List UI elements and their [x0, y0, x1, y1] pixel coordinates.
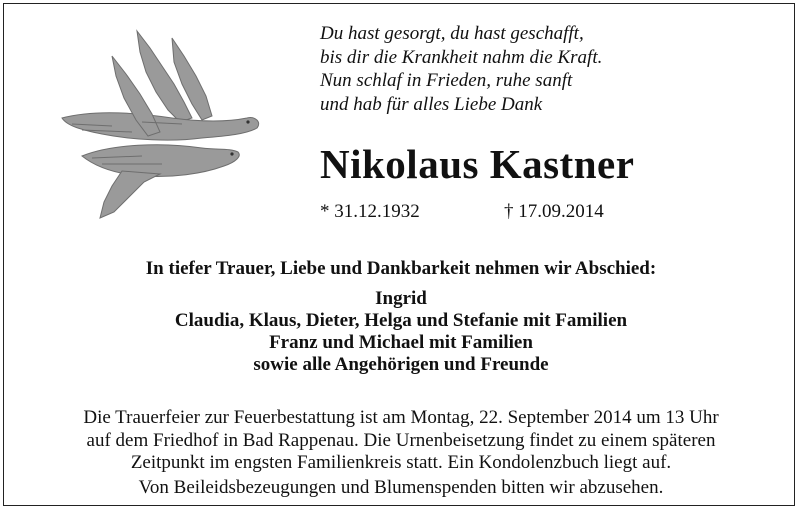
obituary-notice: [3, 3, 795, 506]
funeral-line: Die Trauerfeier zur Feuerbestattung ist am Montag, 22. September 2014 um 13 Uhr: [83, 407, 719, 428]
mourner-line: Franz und Michael mit Familien: [269, 332, 533, 353]
death-date: † 17.09.2014: [504, 201, 604, 222]
mourner-line: sowie alle Angehörigen und Freunde: [253, 354, 549, 375]
doves-icon: [52, 26, 262, 226]
mourners-section: [4, 258, 798, 376]
poem-line: und hab für alles Liebe Dank: [320, 93, 543, 115]
funeral-line: Zeitpunkt im engsten Familienkreis statt. Ein Kondolenzbuch liegt auf.: [130, 452, 672, 473]
condolence-note: Von Beileidsbezeugungen und Blumenspenden bitten wir abzusehen.: [138, 477, 664, 498]
mourners-intro: In tiefer Trauer, Liebe und Dankbarkeit nehmen wir Abschied:: [145, 258, 657, 279]
funeral-line: auf dem Friedhof in Bad Rappenau. Die Urnenbeisetzung findet zu einem späteren: [86, 429, 716, 451]
deceased-name: Nikolaus Kastner: [320, 141, 635, 187]
poem-line: Nun schlaf in Frieden, ruhe sanft: [320, 70, 573, 91]
poem-line: bis dir die Krankheit nahm die Kraft.: [320, 46, 603, 68]
mourner-line: Claudia, Klaus, Dieter, Helga und Stefanie mit Familien: [174, 310, 628, 331]
poem-line: Du hast gesorgt, du hast geschafft,: [320, 23, 584, 44]
funeral-info: [4, 407, 798, 475]
mourner-line: Ingrid: [375, 288, 427, 309]
poem: [320, 22, 780, 116]
birth-date: * 31.12.1932: [320, 201, 420, 222]
